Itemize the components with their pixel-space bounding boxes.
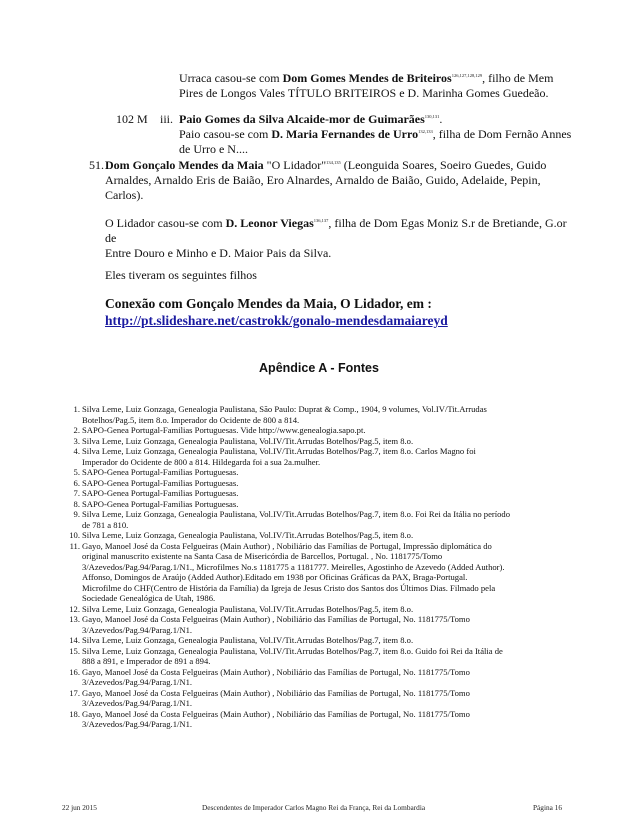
source-item: [66, 425, 556, 436]
lidador-line-1: O Lidador casou-se com D. Leonor Viegas$^{136,137}$, filha de Dom Egas Moniz S.r de Bretiande, G.or de: [105, 216, 567, 245]
source-item: [66, 614, 556, 635]
source-number: 4.: [73, 446, 80, 456]
source-number: 8.: [73, 498, 80, 509]
source-item: [66, 604, 556, 615]
source-line: 3/Azevedos/Pag.94/Parag.1/N1.: [82, 719, 193, 729]
urraca-line-1: Urraca casou-se com Dom Gomes Mendes de Briteiros$^{126,127,128,129}$, filho de Mem: [179, 71, 554, 85]
source-line: Imperador do Ocidente de 800 a 814. Hildegarda foi a sua 2a.mulher.: [82, 456, 321, 467]
source-item: [66, 646, 556, 667]
source-number: 16.: [69, 666, 80, 677]
source-item: [66, 688, 556, 709]
source-line: 3/Azevedos/Pag.94/Parag.1/N1.: [82, 698, 193, 708]
source-item: [66, 530, 556, 541]
source-line: Silva Leme, Luiz Gonzaga, Genealogia Paulistana, Vol.IV/Tit.Arrudas Botelhos/Pag.7, item 8.o. Guido foi Rei da Itália de: [82, 645, 503, 656]
source-number: 6.: [73, 477, 80, 488]
source-line: Silva Leme, Luiz Gonzaga, Genealogia Paulistana, Vol.IV/Tit.Arrudas Botelhos/Pag.5, item 8.o.: [82, 603, 414, 614]
source-number: 13.: [69, 614, 80, 624]
source-number: 10.: [69, 530, 80, 540]
source-item: [66, 404, 556, 425]
source-line: Gayo, Manoel José da Costa Felgueiras (Main Author) , Nobiliário das Famílias de Portugal, Impressão diplomática do: [82, 540, 492, 551]
goncalo-line-1: Dom Gonçalo Mendes da Maia "O Lidador"$^{134,135}$ (Leonguida Soares, Soeiro Guedes, Guido: [105, 158, 547, 172]
source-line: Silva Leme, Luiz Gonzaga, Genealogia Paulistana, São Paulo: Duprat & Comp., 1904, 9 volumes, Vol.IV/Tit.Arrudas: [82, 404, 487, 414]
source-number: 9.: [73, 509, 80, 519]
source-number: 7.: [73, 488, 80, 498]
appendix-title: Apêndice A - Fontes: [259, 361, 379, 375]
source-line: Gayo, Manoel José da Costa Felgueiras (Main Author) , Nobiliário das Famílias de Portugal, No. 1181775/Tomo: [82, 666, 470, 677]
source-number: 14.: [69, 635, 80, 645]
paio-line-2: Paio casou-se com D. Maria Fernandes de Urro$^{132,133}$, filha de Dom Fernão Annes: [179, 127, 572, 141]
lidador-line-2: Entre Douro e Minho e D. Maior Pais da Silva.: [105, 246, 332, 260]
paio-paragraph: [179, 112, 599, 157]
source-item: [66, 467, 556, 478]
urraca-paragraph: [179, 71, 589, 101]
source-line: SAPO-Genea Portugal-Familias Portuguesas.: [82, 467, 239, 477]
source-line: SAPO-Genea Portugal-Familias Portuguesas.: [82, 488, 239, 498]
person-name: Dom Gonçalo Mendes da Maia: [105, 158, 264, 172]
goncalo-line-2: Arnaldes, Arnaldo Eris de Baião, Ero Alnardes, Arnaldo de Baião, Guido, Adelaide, Pepin,: [105, 173, 541, 187]
source-line: Gayo, Manoel José da Costa Felgueiras (Main Author) , Nobiliário das Famílias de Portugal, No. 1181775/Tomo: [82, 614, 470, 624]
source-number: 5.: [73, 467, 80, 477]
source-item: [66, 509, 556, 530]
source-line: SAPO-Genea Portugal-Familias Portuguesas.: [82, 498, 239, 509]
source-number: 11.: [69, 540, 80, 551]
footnote-ref: 134,135: [326, 160, 341, 165]
source-line: Sociedade Genealógica de Utah, 1986.: [82, 593, 216, 603]
source-item: [66, 478, 556, 489]
paio-number: 102 M: [116, 112, 148, 126]
footer-date: 22 jun 2015: [62, 803, 97, 812]
source-item: [66, 709, 556, 730]
footer-title: Descendentes de Imperador Carlos Magno Rei da França, Rei da Lombardia: [202, 803, 426, 812]
source-line: de 781 a 810.: [82, 519, 129, 530]
source-item: [66, 667, 556, 688]
source-line: SAPO-Genea Portugal-Familias Portuguesas. Vide http://www.genealogia.sapo.pt.: [82, 425, 366, 435]
footnote-ref: 130,131: [424, 114, 440, 119]
children-line: Eles tiveram os seguintes filhos: [105, 268, 257, 282]
source-number: 12.: [69, 603, 80, 614]
source-line: Silva Leme, Luiz Gonzaga, Genealogia Paulistana, Vol.IV/Tit.Arrudas Botelhos/Pag.5, item 8.o.: [82, 435, 414, 446]
urraca-line-2: Pires de Longos Vales TÍTULO BRITEIROS e D. Marinha Gomes Guedeão.: [179, 86, 549, 100]
spouse-name: D. Maria Fernandes de Urro: [271, 127, 419, 141]
source-number: 18.: [69, 708, 80, 719]
footnote-ref: 136,137: [313, 218, 329, 223]
connection-block: [105, 295, 575, 329]
footnote-ref: 132,133: [418, 129, 433, 134]
source-number: 3.: [73, 435, 80, 446]
source-item: [66, 541, 556, 604]
source-line: Gayo, Manoel José da Costa Felgueiras (Main Author) , Nobiliário das Famílias de Portugal, No. 1181775/Tomo: [82, 708, 470, 719]
source-item: [66, 446, 556, 467]
source-line: Silva Leme, Luiz Gonzaga, Genealogia Paulistana, Vol.IV/Tit.Arrudas Botelhos/Pag.7, item 8.o.: [82, 635, 414, 645]
source-line: 3/Azevedos/Pag.94/Parag.1/N1.: [82, 624, 193, 635]
goncalo-number: 51.: [89, 158, 104, 172]
source-line: Microfilme do CHF(Centro de História da Família) da Igreja de Jesus Cristo dos Santos dos Últimos Dias. Filmado pela: [82, 582, 496, 593]
goncalo-line-3: Carlos).: [105, 188, 144, 202]
spouse-name: Dom Gomes Mendes de Briteiros: [282, 71, 452, 85]
source-line: 3/Azevedos/Pag.94/Parag.1/N1., Microfilmes No.s 1181775 a 1181777. Meirelles, Agostinho de Azevedo (Added Author).: [82, 561, 505, 572]
person-name: Paio Gomes da Silva Alcaide-mor de Guimarães: [179, 112, 425, 126]
source-item: [66, 488, 556, 499]
source-line: 3/Azevedos/Pag.94/Parag.1/N1.: [82, 677, 193, 687]
source-line: Silva Leme, Luiz Gonzaga, Genealogia Paulistana, Vol.IV/Tit.Arrudas Botelhos/Pag.7, item 8.o. Carlos Magno foi: [82, 446, 476, 456]
footnote-ref: 126,127,128,129: [451, 73, 483, 78]
lidador-paragraph: [105, 216, 575, 261]
source-line: 888 a 891, e Imperador de 891 a 894.: [82, 656, 211, 666]
source-item: [66, 436, 556, 447]
paio-line-1: Paio Gomes da Silva Alcaide-mor de Guimarães$^{130,131}$.: [179, 112, 443, 126]
source-line: original manuscrito existente na Santa Casa de Misericórdia de Barcellos, Portugal. , No. 1181775/Tomo: [82, 551, 443, 561]
source-line: Silva Leme, Luiz Gonzaga, Genealogia Paulistana, Vol.IV/Tit.Arrudas Botelhos/Pag.7, item 8.o. Foi Rei da Itália no período: [82, 509, 511, 519]
source-line: Affonso, Domingos de Araújo (Added Author).Editado em 1938 por Oficinas Gráficas da PAX, Braga-Portugal.: [82, 572, 468, 582]
spouse-name: D. Leonor Viegas: [225, 216, 314, 230]
paio-line-3: de Urro e N....: [179, 142, 248, 156]
paio-roman: iii.: [160, 112, 174, 126]
footer-page: Página 16: [533, 803, 562, 812]
source-line: Silva Leme, Luiz Gonzaga, Genealogia Paulistana, Vol.IV/Tit.Arrudas Botelhos/Pag.5, item 8.o.: [82, 530, 414, 540]
source-number: 15.: [69, 645, 80, 656]
connection-link[interactable]: http://pt.slideshare.net/castrokk/gonalo-mendesdamaiareyd: [105, 313, 448, 328]
connection-title: Conexão com Gonçalo Mendes da Maia, O Lidador, em :: [105, 296, 432, 311]
source-item: [66, 635, 556, 646]
source-number: 1.: [73, 404, 80, 414]
source-line: SAPO-Genea Portugal-Familias Portuguesas.: [82, 477, 239, 488]
source-number: 2.: [73, 425, 80, 435]
source-item: [66, 499, 556, 510]
goncalo-paragraph: [105, 158, 575, 203]
source-number: 17.: [69, 687, 80, 698]
source-line: Gayo, Manoel José da Costa Felgueiras (Main Author) , Nobiliário das Famílias de Portugal, No. 1181775/Tomo: [82, 687, 470, 698]
source-line: Botelhos/Pag.5, item 8.o. Imperador do Ocidente de 800 a 814.: [82, 414, 300, 425]
